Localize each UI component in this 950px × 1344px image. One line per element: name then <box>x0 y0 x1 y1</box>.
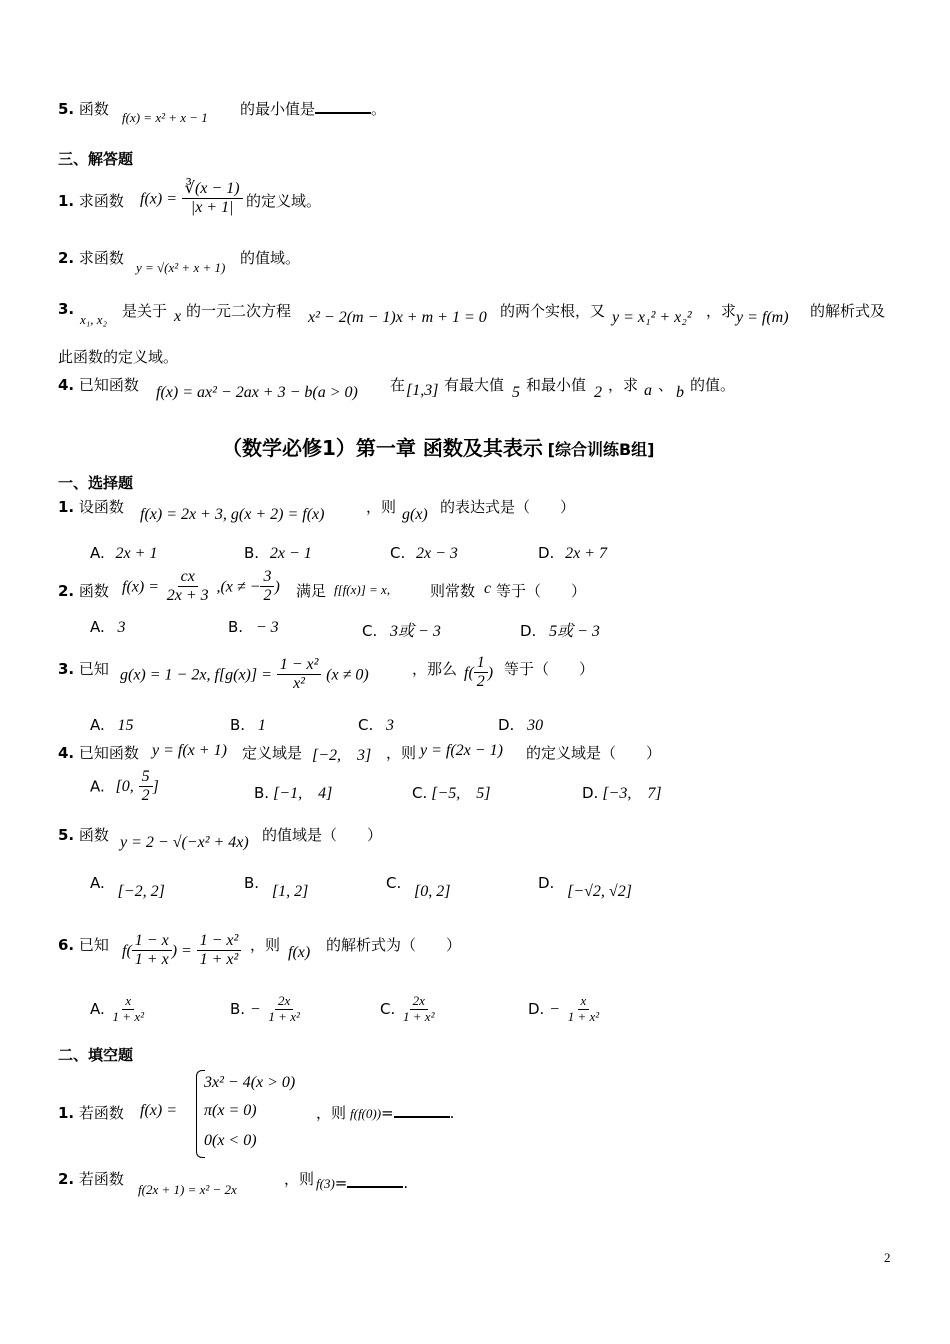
formula: x₁, x₂ <box>80 312 108 327</box>
solve-q4: 4. 已知函数 <box>58 376 139 394</box>
fraction: $\frac{∛(x - 1)}{|x + 1|}$ <box>182 180 243 218</box>
text: 等于（ ） <box>496 582 587 600</box>
option-a[interactable]: A. [−2, 2] <box>90 874 165 900</box>
formula: y = √(x² + x + 1) <box>136 260 226 275</box>
formula: f( $\frac{1 - x}{1 + x}$ ) = $\frac{\text{1 − x²}}{\text{1 + x²}}$ <box>122 932 241 970</box>
text: 在 <box>390 376 406 394</box>
text: ，则 <box>284 1170 315 1188</box>
section-heading: 二、填空题 <box>58 1046 134 1064</box>
fraction: $\frac{2x}{\text{1 + x²}}$ <box>268 993 300 1024</box>
text: 的值域是（ ） <box>262 826 383 844</box>
fraction: $\frac{5}{2}$ <box>139 768 153 806</box>
text: ，则 <box>386 744 417 762</box>
option-d[interactable]: D. 2x + 7 <box>538 544 608 562</box>
option-c[interactable]: C. 2x − 3 <box>390 544 458 562</box>
text: 的一元二次方程 <box>186 302 292 320</box>
text: ，求 <box>706 302 737 320</box>
text: 的解析式及 <box>810 302 886 320</box>
option-d[interactable]: D. [−3, 7] <box>582 784 662 802</box>
text: 、 <box>658 376 674 394</box>
option-b[interactable]: B. − 3 <box>228 618 279 636</box>
text: f(f(0))= . <box>350 1104 455 1122</box>
section-heading: 一、选择题 <box>58 474 134 492</box>
page-number: 2 <box>884 1250 891 1265</box>
option-c[interactable]: C. 3或 − 3 <box>362 622 441 640</box>
option-d[interactable]: D. 30 <box>498 716 544 734</box>
text: 的解析式为（ ） <box>326 936 462 954</box>
choice-q4: 4. 已知函数 <box>58 744 139 762</box>
formula: f(x) = ax² − 2ax + 3 − b(a > 0) <box>156 384 358 401</box>
text: ，那么 <box>412 660 458 678</box>
formula: x <box>174 308 182 325</box>
formula: 2 <box>594 384 602 401</box>
fraction: $\frac{x}{\text{1 + x²}}$ <box>112 993 144 1024</box>
solve-q2: 2. 求函数 <box>58 249 124 267</box>
case-line: 0(x < 0) <box>204 1132 257 1149</box>
text: 的两个实根，又 <box>500 302 606 320</box>
formula: f(x) = 2x + 3, g(x + 2) = f(x) <box>140 506 325 523</box>
fraction: $\frac{cx}{2x + 3}$ <box>166 568 209 605</box>
text: f(3)= . <box>316 1174 409 1192</box>
formula: f(2x + 1) = x² − 2x <box>138 1182 237 1197</box>
fill-q2: 2. 若函数 <box>58 1170 124 1188</box>
solve-q1: 1. 求函数 <box>58 192 124 210</box>
text: 的值。 <box>690 376 736 394</box>
case-line: 3x² − 4(x > 0) <box>204 1074 296 1091</box>
fraction: $\frac{1}{2}$ <box>474 654 488 692</box>
fraction: $\frac{\text{1 − x²}}{\text{x²}}$ <box>277 656 322 694</box>
text: ，求 <box>608 376 639 394</box>
formula: [−2, 3] <box>312 747 372 764</box>
text: ，则 <box>366 498 397 516</box>
choice-q1: 1. 设函数 <box>58 498 124 516</box>
formula: y = f(x + 1) <box>152 742 227 759</box>
case-line: π(x = 0) <box>204 1102 257 1119</box>
option-a[interactable]: A. 15 <box>90 716 134 734</box>
option-d[interactable]: D. 5或 − 3 <box>520 622 600 640</box>
text: 的最小值是 。 <box>240 100 387 118</box>
option-c[interactable]: C. $\frac{2x}{\text{1 + x²}}$ <box>380 994 437 1025</box>
formula: 5 <box>512 384 520 401</box>
formula: y = x₁² + x₂² <box>612 309 692 326</box>
text: ，则 <box>316 1104 347 1122</box>
fill-q1: 1. 若函数 <box>58 1104 124 1122</box>
formula: y = f(m) <box>736 309 789 326</box>
fraction: $\frac{\text{1 − x²}}{\text{1 + x²}}$ <box>197 932 242 970</box>
option-c[interactable]: C. [0, 2] <box>386 874 451 900</box>
option-c[interactable]: C. [−5, 5] <box>412 784 491 802</box>
text: 满足 <box>296 582 327 600</box>
option-d[interactable]: D. [−√2, √2] <box>538 874 632 900</box>
option-b[interactable]: B. 2x − 1 <box>244 544 312 562</box>
text: 的值域。 <box>240 249 301 267</box>
choice-q6: 6. 已知 <box>58 936 109 954</box>
fraction: $\frac{1 - x}{1 + x}$ <box>132 932 172 970</box>
formula: y = 2 − √(−x² + 4x) <box>120 834 249 851</box>
option-b[interactable]: B. 1 <box>230 716 266 734</box>
choice-q3: 3. 已知 <box>58 660 109 678</box>
formula: g(x) = 1 − 2x, f[g(x)] = $\frac{\text{1 − x²}}{\text{x²}}$ (x ≠ 0) <box>120 656 369 693</box>
option-c[interactable]: C. 3 <box>358 716 395 734</box>
choice-q5: 5. 函数 <box>58 826 109 844</box>
option-b[interactable]: B. [1, 2] <box>244 874 309 900</box>
text: 的定义域是（ ） <box>526 744 662 762</box>
option-d[interactable]: D. − $\frac{x}{\text{1 + x²}}$ <box>528 994 602 1025</box>
formula: g(x) <box>402 506 428 523</box>
option-a[interactable]: A. [0, $\frac{5}{2}$ ] <box>90 768 159 805</box>
formula: x² − 2(m − 1)x + m + 1 = 0 <box>308 309 487 326</box>
text: 的定义域。 <box>246 192 322 210</box>
formula: f(x) <box>288 944 311 961</box>
text: 是关于 <box>122 302 168 320</box>
section-heading: 三、解答题 <box>58 150 134 168</box>
answer-blank[interactable] <box>394 1102 450 1118</box>
formula: f(x) = $\frac{∛(x - 1)}{|x + 1|}$ <box>140 180 243 218</box>
formula: f(x) = $\frac{cx}{2x + 3}$ ,(x ≠ − $\frac{3}{2}$ ) <box>122 568 280 605</box>
chapter-title: （数学必修1）第一章 函数及其表示 [综合训练B组] <box>222 436 655 460</box>
text: 和最小值 <box>526 376 587 394</box>
text: 定义域是 <box>242 744 303 762</box>
text: 等于（ ） <box>504 660 595 678</box>
formula: c <box>484 580 492 597</box>
choice-q2: 2. 函数 <box>58 582 109 600</box>
solve-q3-num: 3. <box>58 300 75 318</box>
text: 有最大值 <box>444 376 505 394</box>
answer-blank[interactable] <box>347 1172 403 1188</box>
fill-q5: 5. 函数 <box>58 100 109 118</box>
option-a[interactable]: A. $\frac{x}{\text{1 + x²}}$ <box>90 994 147 1025</box>
fraction: $\frac{3}{2}$ <box>260 568 274 606</box>
formula: f(x) = x² + x − 1 <box>122 110 208 125</box>
formula: f(x) = <box>140 1102 177 1119</box>
answer-blank[interactable] <box>315 98 371 114</box>
option-a[interactable]: A. 3 <box>90 618 126 636</box>
text: 则常数 <box>430 582 476 600</box>
option-b[interactable]: B. − $\frac{2x}{\text{1 + x²}}$ <box>230 994 303 1025</box>
fraction: $\frac{x}{\text{1 + x²}}$ <box>567 993 600 1024</box>
formula: b <box>676 384 684 401</box>
fraction: $\frac{2x}{\text{1 + x²}}$ <box>403 993 435 1024</box>
text: 此函数的定义域。 <box>58 348 179 366</box>
option-b[interactable]: B. [−1, 4] <box>254 784 333 802</box>
text: ，则 <box>250 936 281 954</box>
formula: a <box>644 382 652 399</box>
formula: [1,3] <box>406 382 439 399</box>
formula: f[f(x)] = x, <box>334 582 391 597</box>
text: 的表达式是（ ） <box>440 498 576 516</box>
formula: f( $\frac{1}{2}$ ) <box>464 654 494 691</box>
formula: y = f(2x − 1) <box>420 742 503 759</box>
option-a[interactable]: A. 2x + 1 <box>90 544 158 562</box>
